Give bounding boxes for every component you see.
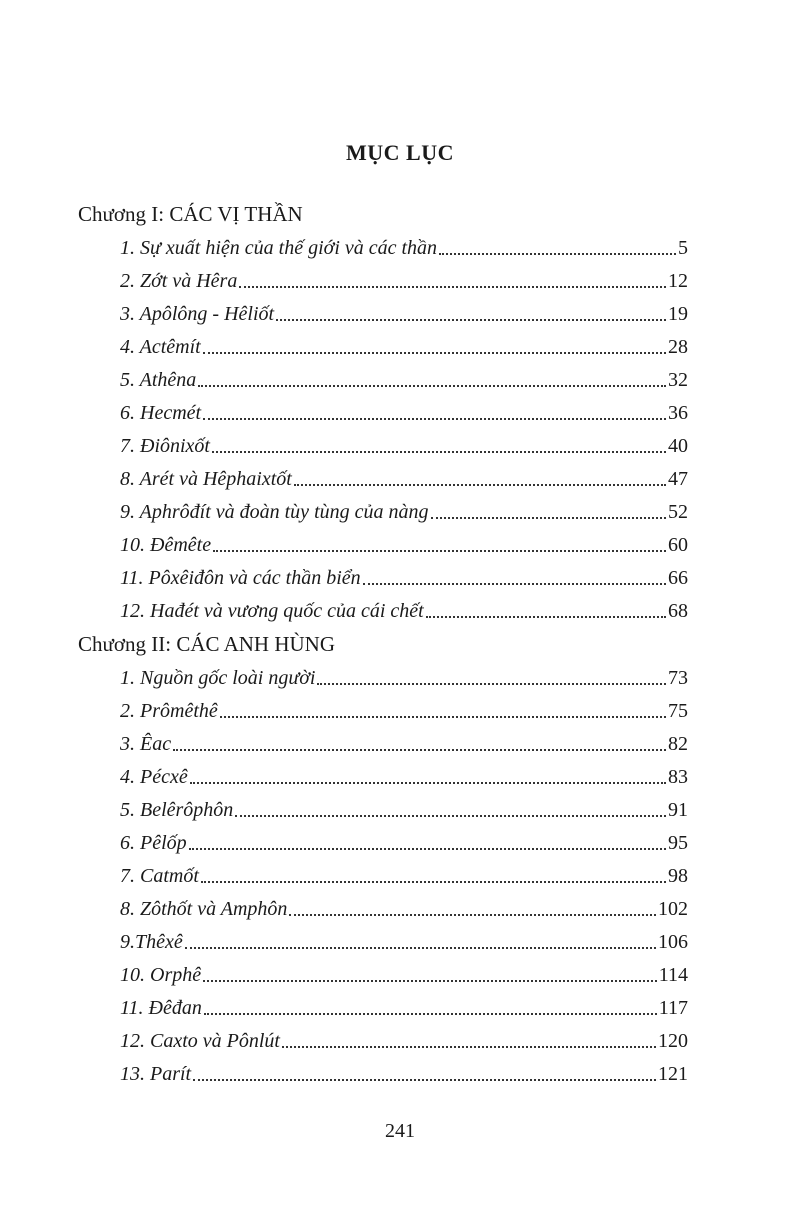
toc-entry	[120, 461, 688, 491]
toc-entry-title: 4. Actêmít	[120, 336, 201, 358]
toc-entry	[120, 494, 688, 524]
toc-entry-title: 2. Prômêthê	[120, 700, 218, 722]
dot-leader	[235, 814, 666, 817]
dot-leader	[213, 549, 666, 552]
chapter-heading: Chương I: CÁC VỊ THẦN	[78, 202, 303, 226]
toc-entry	[120, 990, 688, 1020]
toc-entry	[120, 428, 688, 458]
toc-entry	[120, 362, 688, 392]
toc-entry-title: 9.Thêxê	[120, 931, 183, 953]
dot-leader	[276, 318, 666, 321]
dot-leader	[294, 483, 666, 486]
dot-leader	[198, 384, 666, 387]
toc-entry-title: 3. Êac	[120, 733, 172, 755]
toc-entry-title: 10. Đêmête	[120, 534, 212, 556]
toc-entry-page: 68	[668, 600, 688, 622]
dot-leader	[203, 351, 666, 354]
toc-entry-title: 13. Parít	[120, 1063, 192, 1085]
toc-entry-page: 75	[668, 700, 688, 722]
toc-entry-title: 11. Đêđan	[120, 997, 202, 1019]
dot-leader	[212, 450, 666, 453]
toc-entry	[120, 1023, 688, 1053]
toc-entry	[120, 924, 688, 954]
dot-leader	[193, 1078, 656, 1081]
toc-entry-title: 12. Hađét và vương quốc của cái chết	[120, 600, 424, 622]
toc-entry	[120, 792, 688, 822]
toc-entry-title: 4. Pécxê	[120, 766, 188, 788]
toc-entry-title: 6. Pêlốp	[120, 832, 187, 854]
toc-entry-page: 95	[668, 832, 688, 854]
toc-entry	[120, 593, 688, 623]
toc-entry-page: 117	[658, 997, 688, 1019]
toc-entry-page: 36	[668, 402, 688, 424]
toc-entry-page: 66	[668, 567, 688, 589]
dot-leader	[282, 1045, 656, 1048]
toc-entry-page: 121	[658, 1063, 688, 1085]
toc-entry-title: 1. Sự xuất hiện của thế giới và các thần	[120, 237, 438, 259]
toc-entry	[120, 858, 688, 888]
dot-leader	[317, 682, 666, 685]
toc-entry	[120, 825, 688, 855]
toc-entry-title: 11. Pôxêiđôn và các thần biển	[120, 567, 361, 589]
toc-entry-title: 8. Zôthốt và Amphôn	[120, 898, 288, 920]
toc-entry-page: 28	[668, 336, 688, 358]
dot-leader	[204, 1012, 657, 1015]
toc-entry-title: 5. Athêna	[120, 369, 197, 391]
toc-entry-page: 73	[668, 667, 688, 689]
toc-entry	[120, 1056, 688, 1086]
toc-entry	[120, 726, 688, 756]
dot-leader	[439, 252, 676, 255]
page-title: MỤC LỤC	[346, 140, 454, 165]
dot-leader	[203, 979, 657, 982]
toc-entry-title: 5. Belêrôphôn	[120, 799, 234, 821]
dot-leader	[220, 715, 666, 718]
toc-entry-page: 83	[668, 766, 688, 788]
toc-entry-page: 114	[658, 964, 688, 986]
toc-entry	[120, 957, 688, 987]
chapter-heading: Chương II: CÁC ANH HÙNG	[78, 632, 335, 656]
toc-entry-page: 106	[658, 931, 688, 953]
toc-entry-page: 98	[668, 865, 688, 887]
dot-leader	[190, 781, 666, 784]
toc-entry-page: 47	[668, 468, 688, 490]
toc-entry-page: 82	[668, 733, 688, 755]
toc-entry	[120, 230, 688, 260]
dot-leader	[431, 516, 667, 519]
dot-leader	[289, 913, 656, 916]
toc-entry-title: 9. Aphrôđít và đoàn tùy tùng của nàng	[120, 501, 429, 523]
toc-entry-title: 12. Caxto và Pônlút	[120, 1030, 280, 1052]
dot-leader	[239, 285, 666, 288]
dot-leader	[185, 946, 656, 949]
page-number: 241	[385, 1120, 415, 1142]
toc-entry	[120, 296, 688, 326]
toc-entry-title: 7. Catmốt	[120, 865, 199, 887]
toc-entry-page: 120	[658, 1030, 688, 1052]
toc-entry	[120, 395, 688, 425]
toc-entry	[120, 560, 688, 590]
dot-leader	[426, 615, 666, 618]
toc-entry-page: 12	[668, 270, 688, 292]
toc-entry-page: 102	[658, 898, 688, 920]
toc-entry-page: 52	[668, 501, 688, 523]
toc-entry-page: 60	[668, 534, 688, 556]
dot-leader	[363, 582, 666, 585]
toc-entry-title: 2. Zớt và Hêra	[120, 270, 238, 292]
toc-entry	[120, 891, 688, 921]
dot-leader	[189, 847, 666, 850]
toc-entry-page: 32	[668, 369, 688, 391]
toc-entry-title: 6. Hecmét	[120, 402, 202, 424]
toc-entry-page: 5	[678, 237, 688, 259]
toc-entry	[120, 693, 688, 723]
dot-leader	[201, 880, 666, 883]
dot-leader	[203, 417, 666, 420]
toc-entry	[120, 329, 688, 359]
toc-entry-page: 40	[668, 435, 688, 457]
toc-entry	[120, 527, 688, 557]
toc-entry-title: 10. Orphê	[120, 964, 202, 986]
dot-leader	[173, 748, 666, 751]
toc-entry-page: 91	[668, 799, 688, 821]
toc-entry-title: 3. Apôlông - Hêliốt	[120, 303, 275, 325]
toc-entry-title: 1. Nguồn gốc loài người	[120, 667, 316, 689]
toc-entry-title: 7. Điônixốt	[120, 435, 210, 457]
toc-entry	[120, 660, 688, 690]
toc-entry-page: 19	[668, 303, 688, 325]
toc-entry	[120, 759, 688, 789]
toc-entry	[120, 263, 688, 293]
toc-entry-title: 8. Arét và Hêphaixtốt	[120, 468, 292, 490]
